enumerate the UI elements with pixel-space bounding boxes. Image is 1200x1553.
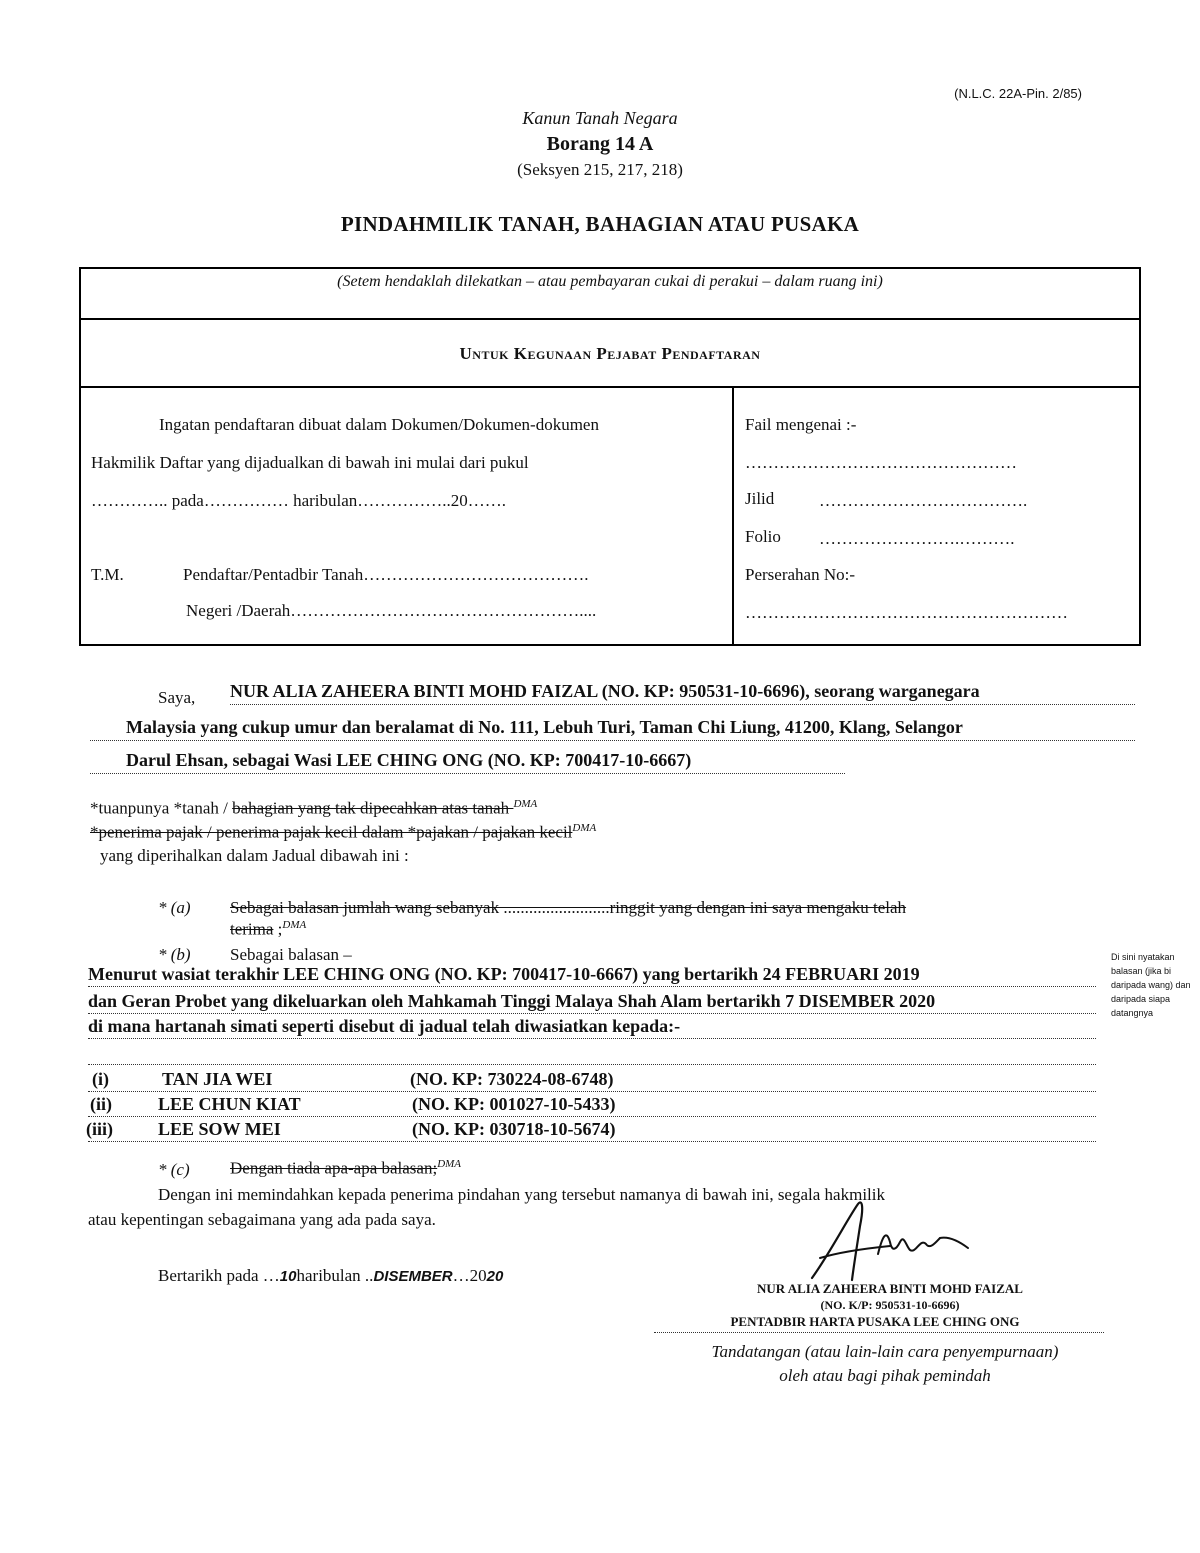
capacity-owner: *tuanpunya *tanah / bbox=[90, 798, 233, 818]
beneficiary-name: LEE CHUN KIAT bbox=[158, 1094, 301, 1114]
date-day: 10 bbox=[279, 1268, 297, 1285]
beneficiary-name: TAN JIA WEI bbox=[162, 1069, 273, 1089]
capacity-line-2 bbox=[90, 822, 596, 843]
volume-label: Jilid bbox=[745, 489, 775, 508]
side-note: Di sini nyatakan balasan (jika bi daripada wang) dan daripada siapa datangnya bbox=[1111, 952, 1191, 1018]
beneficiary-no: (iii) bbox=[86, 1119, 113, 1139]
option-b-label: * (b) bbox=[158, 945, 191, 964]
option-c-label: * (c) bbox=[158, 1160, 190, 1179]
sections: (Seksyen 215, 217, 218) bbox=[517, 160, 683, 179]
volume-dots: ………………………………. bbox=[819, 491, 1028, 510]
form-reference: (N.L.C. 22A-Pin. 2/85) bbox=[954, 86, 1082, 101]
transfer-line-2: atau kepentingan sebagaimana yang ada pada saya. bbox=[88, 1210, 436, 1229]
presentation-dots: ………………………………………………… bbox=[745, 603, 1068, 622]
date-year-prefix: …20 bbox=[452, 1266, 487, 1285]
page-title: PINDAHMILIK TANAH, BAHAGIAN ATAU PUSAKA bbox=[340, 212, 860, 236]
act-name: Kanun Tanah Negara bbox=[522, 108, 678, 128]
beneficiary-no: (i) bbox=[92, 1069, 109, 1089]
signature-caption-2: oleh atau bagi pihak pemindah bbox=[779, 1366, 991, 1385]
folio-label: Folio bbox=[745, 527, 781, 546]
initials-3: DMA bbox=[282, 919, 307, 931]
state-district-line: Negeri /Daerah…………………………………………….... bbox=[186, 601, 597, 620]
signature-caption-1: Tandatangan (atau lain-lain cara penyempurnaan) bbox=[711, 1342, 1059, 1361]
option-b-line-2: dan Geran Probet yang dikeluarkan oleh Mahkamah Tinggi Malaya Shah Alam bertarikh 7 DISEMBER 2020 bbox=[88, 991, 936, 1011]
initials-4: DMA bbox=[437, 1158, 462, 1170]
memorial-line-3: ………….. pada…………… haribulan……………..20……. bbox=[91, 491, 507, 510]
initials-1: DMA bbox=[513, 798, 538, 810]
date-year: 20 bbox=[486, 1268, 504, 1285]
file-label: Fail mengenai :- bbox=[745, 415, 857, 434]
capacity-line-1 bbox=[90, 798, 537, 819]
date-prefix: Bertarikh pada … bbox=[158, 1266, 280, 1285]
capacity-undivided-struck: bahagian yang tak dipecahkan atas tanah bbox=[232, 798, 514, 818]
registrar-line: Pendaftar/Pentadbir Tanah…………………………………. bbox=[183, 565, 589, 584]
beneficiary-ic: (NO. KP: 730224-08-6748) bbox=[410, 1069, 614, 1089]
file-dots: ………………………………………… bbox=[745, 453, 1017, 472]
option-a-text-2: terima ;$^{DMA}$ bbox=[230, 919, 307, 939]
initials-2: DMA bbox=[572, 822, 597, 834]
signatory-ic: (NO. K/P: 950531-10-6696) bbox=[820, 1298, 960, 1312]
tm-label: T.M. bbox=[91, 565, 124, 584]
date-month: DISEMBER bbox=[373, 1268, 453, 1285]
beneficiary-ic: (NO. KP: 030718-10-5674) bbox=[412, 1119, 616, 1139]
option-a-label: * (a) bbox=[158, 898, 191, 917]
stamp-note: (Setem hendaklah dilekatkan – atau pembayaran cukai di perakui – dalam ruang ini) bbox=[337, 273, 883, 290]
transferor-line-1: NUR ALIA ZAHEERA BINTI MOHD FAIZAL (NO. KP: 950531-10-6696), seorang warganegara bbox=[230, 681, 980, 701]
option-c-text: Dengan tiada apa-apa balasan;$^{DMA}$ bbox=[230, 1158, 462, 1178]
option-a-text: Sebagai balasan jumlah wang sebanyak .........................ringgit yang dengan ini saya mengaku telah bbox=[230, 898, 907, 917]
memorial-line-2: Hakmilik Daftar yang dijadualkan di bawah ini mulai dari pukul bbox=[91, 453, 529, 472]
form-number: Borang 14 A bbox=[546, 133, 654, 155]
office-title: Untuk Kegunaan Pejabat Pendaftaran bbox=[459, 344, 761, 363]
signatory-name: NUR ALIA ZAHEERA BINTI MOHD FAIZAL bbox=[757, 1281, 1023, 1296]
capacity-lessee-struck: *penerima pajak / penerima pajak kecil dalam *pajakan / pajakan kecil bbox=[90, 822, 573, 842]
presentation-label: Perserahan No:- bbox=[745, 565, 855, 584]
registry-box bbox=[79, 267, 1141, 646]
office-row bbox=[81, 318, 1139, 388]
memorial-line-1: Ingatan pendaftaran dibuat dalam Dokumen/Dokumen-dokumen bbox=[159, 415, 599, 434]
date-mid: haribulan .. bbox=[296, 1266, 374, 1285]
beneficiary-name: LEE SOW MEI bbox=[158, 1119, 281, 1139]
option-b-line-1: Menurut wasiat terakhir LEE CHING ONG (NO. KP: 700417-10-6667) yang bertarikh 24 FEBRUARI 2019 bbox=[88, 964, 920, 984]
option-b-text: Sebagai balasan – bbox=[230, 945, 352, 964]
box-divider bbox=[732, 386, 734, 644]
signatory-role: PENTADBIR HARTA PUSAKA LEE CHING ONG bbox=[730, 1314, 1020, 1329]
transferor-line-3: Darul Ehsan, sebagai Wasi LEE CHING ONG (NO. KP: 700417-10-6667) bbox=[126, 750, 692, 770]
transferor-line-2: Malaysia yang cukup umur dan beralamat di No. 111, Lebuh Turi, Taman Chi Liung, 41200, Klang, Selangor bbox=[126, 717, 963, 737]
saya-label: Saya, bbox=[158, 688, 196, 707]
folio-dots: …………………….………. bbox=[819, 529, 1015, 548]
beneficiary-ic: (NO. KP: 001027-10-5433) bbox=[412, 1094, 616, 1114]
beneficiary-no: (ii) bbox=[90, 1094, 112, 1114]
capacity-line-3: yang diperihalkan dalam Jadual dibawah ini : bbox=[100, 846, 409, 865]
date-line bbox=[158, 1266, 503, 1286]
transfer-line-1: Dengan ini memindahkan kepada penerima pindahan yang tersebut namanya di bawah ini, segala hakmilik bbox=[158, 1185, 885, 1204]
signature-mark-icon bbox=[800, 1198, 980, 1286]
stamp-row bbox=[81, 269, 1139, 320]
option-b-line-3: di mana hartanah simati seperti disebut di jadual telah diwasiatkan kepada:- bbox=[88, 1016, 681, 1036]
